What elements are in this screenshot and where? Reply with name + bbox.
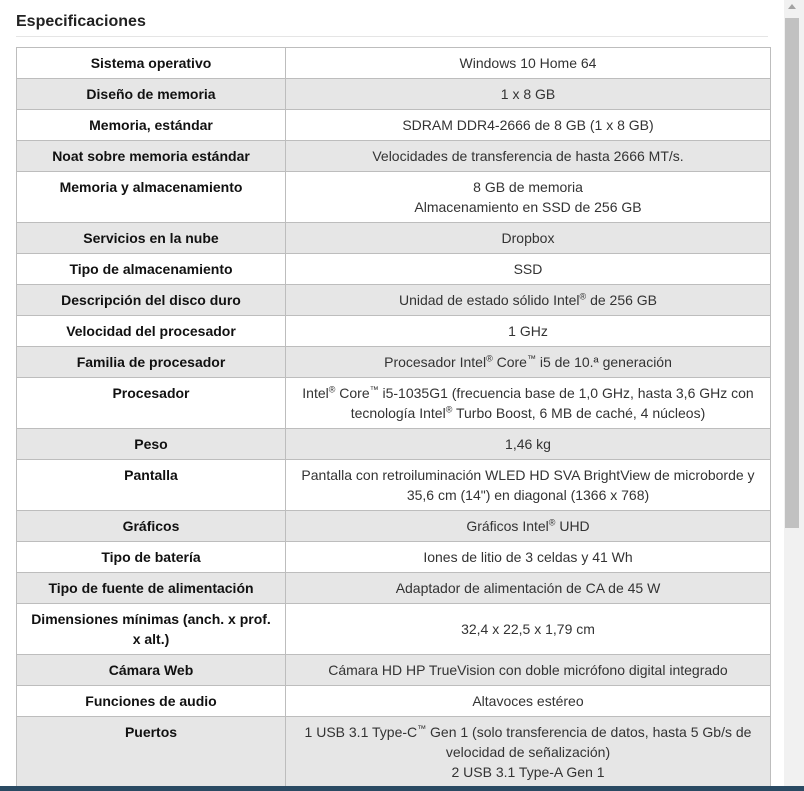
spec-row <box>17 285 771 316</box>
spec-value <box>286 604 771 655</box>
spec-value-line: Almacenamiento en SSD de 256 GB <box>414 199 642 215</box>
spec-row <box>17 141 771 172</box>
spec-value <box>286 48 771 79</box>
page-bottom-bar <box>0 786 804 791</box>
spec-value-line: 1,46 kg <box>505 436 551 452</box>
spec-name: Memoria y almacenamiento <box>17 172 286 223</box>
spec-name: Dimensiones mínimas (anch. x prof. x alt.) <box>17 604 286 655</box>
spec-value <box>286 655 771 686</box>
spec-value <box>286 511 771 542</box>
spec-row <box>17 254 771 285</box>
spec-value <box>286 110 771 141</box>
spec-value <box>286 429 771 460</box>
scrollbar-thumb[interactable] <box>785 18 799 528</box>
spec-row <box>17 573 771 604</box>
spec-name: Peso <box>17 429 286 460</box>
modal-header <box>16 13 768 37</box>
spec-row <box>17 604 771 655</box>
spec-value <box>286 254 771 285</box>
spec-value-line: SSD <box>513 261 543 277</box>
spec-value <box>286 717 771 787</box>
spec-name: Velocidad del procesador <box>17 316 286 347</box>
spec-name: Puertos <box>17 717 286 787</box>
spec-value-line: Pantalla con retroiluminación WLED HD SVA BrightView de microborde y <box>301 467 755 483</box>
spec-value <box>286 686 771 717</box>
spec-value-line: Windows 10 Home 64 <box>459 55 597 71</box>
spec-value <box>286 460 771 511</box>
spec-name: Tipo de almacenamiento <box>17 254 286 285</box>
spec-row <box>17 223 771 254</box>
spec-value-line: Dropbox <box>501 230 555 246</box>
spec-name: Descripción del disco duro <box>17 285 286 316</box>
spec-value-line: Velocidades de transferencia de hasta 2666 MT/s. <box>372 148 684 164</box>
spec-value-line: 32,4 x 22,5 x 1,79 cm <box>461 621 595 637</box>
spec-value <box>286 223 771 254</box>
spec-name: Diseño de memoria <box>17 79 286 110</box>
spec-row <box>17 542 771 573</box>
spec-value <box>286 141 771 172</box>
spec-value-line: 1 x 8 GB <box>500 86 556 102</box>
modal-title: Especificaciones <box>16 13 146 30</box>
spec-row <box>17 511 771 542</box>
spec-value-line: Altavoces estéreo <box>472 693 584 709</box>
spec-row <box>17 378 771 429</box>
spec-row <box>17 110 771 141</box>
spec-name: Sistema operativo <box>17 48 286 79</box>
spec-value-line: Cámara HD HP TrueVision con doble micrófono digital integrado <box>328 662 728 678</box>
spec-row <box>17 347 771 378</box>
spec-value <box>286 347 771 378</box>
spec-value <box>286 79 771 110</box>
spec-value <box>286 172 771 223</box>
spec-value-line: 1 USB 3.1 Type-C™ Gen 1 (solo transferencia de datos, hasta 5 Gb/s de <box>304 723 752 740</box>
spec-row <box>17 172 771 223</box>
specs-table <box>16 47 771 786</box>
spec-row <box>17 655 771 686</box>
spec-row <box>17 686 771 717</box>
spec-value-line: Unidad de estado sólido Intel® de 256 GB <box>398 291 658 308</box>
spec-row <box>17 48 771 79</box>
scroll-up-arrow-icon[interactable] <box>788 4 796 9</box>
spec-name: Memoria, estándar <box>17 110 286 141</box>
spec-value-line: 2 USB 3.1 Type-A Gen 1 <box>451 764 605 780</box>
spec-name: Tipo de fuente de alimentación <box>17 573 286 604</box>
spec-row <box>17 429 771 460</box>
spec-value-line: Adaptador de alimentación de CA de 45 W <box>395 580 661 596</box>
spec-row <box>17 460 771 511</box>
spec-value-line: 1 GHz <box>508 323 548 339</box>
spec-value-line: Iones de litio de 3 celdas y 41 Wh <box>423 549 633 565</box>
spec-value <box>286 573 771 604</box>
spec-value-line: SDRAM DDR4-2666 de 8 GB (1 x 8 GB) <box>402 117 654 133</box>
spec-name: Tipo de batería <box>17 542 286 573</box>
spec-row <box>17 79 771 110</box>
spec-name: Servicios en la nube <box>17 223 286 254</box>
spec-row <box>17 717 771 787</box>
spec-value <box>286 316 771 347</box>
spec-name: Familia de procesador <box>17 347 286 378</box>
specs-table-container <box>16 47 771 786</box>
spec-value-line: 8 GB de memoria <box>473 179 583 195</box>
spec-value-line: Procesador Intel® Core™ i5 de 10.ª generación <box>384 353 672 370</box>
spec-value-line: Intel® Core™ i5-1035G1 (frecuencia base de 1,0 GHz, hasta 3,6 GHz con <box>302 384 754 401</box>
spec-name: Gráficos <box>17 511 286 542</box>
spec-row <box>17 316 771 347</box>
spec-name: Noat sobre memoria estándar <box>17 141 286 172</box>
spec-name: Cámara Web <box>17 655 286 686</box>
spec-value-line: Gráficos Intel® UHD <box>466 517 590 534</box>
spec-name: Pantalla <box>17 460 286 511</box>
spec-name: Funciones de audio <box>17 686 286 717</box>
spec-value-line: velocidad de señalización) <box>445 744 611 760</box>
spec-value <box>286 378 771 429</box>
spec-name: Procesador <box>17 378 286 429</box>
specs-table-body <box>17 48 771 787</box>
spec-value-line: 35,6 cm (14") en diagonal (1366 x 768) <box>406 487 650 503</box>
spec-value <box>286 542 771 573</box>
spec-value <box>286 285 771 316</box>
spec-value-line: tecnología Intel® Turbo Boost, 6 MB de caché, 4 núcleos) <box>350 404 706 421</box>
